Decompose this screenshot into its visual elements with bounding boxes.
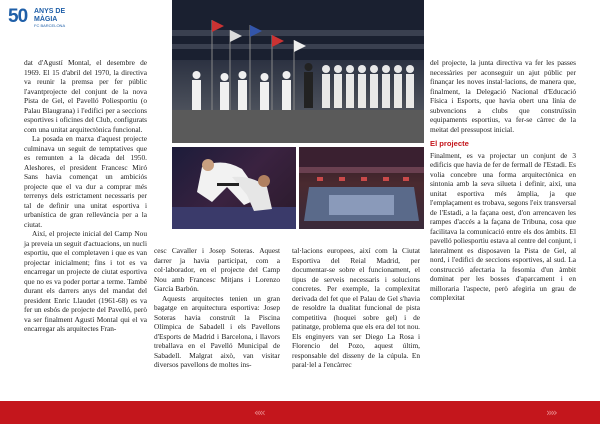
paragraph: tal·lacions europees, així com la Ciutat Esportiva del Reial Madrid, per documentar-se sobre el funcionament, el tipus de serveis necessaris i solucions concretes. Per exemple, la complexitat derivada del fet que el Palau de Gel s'havia de resoldre la dualitat funcional de pista competitiva (hoquei sobre gel) i de patinatge, problema que els era del tot nou. Els enginyers van ser Diego La Rosa i Florencio del Pozo, aquest últim, responsable del disseny de la cúpula. En paral·lel a l'encàrrec xyxy=(292,246,420,369)
paragraph: dat d'Agustí Montal, el desembre de 1969. El 15 d'abril del 1970, la directiva va reunir la premsa per fer públic l'avantprojecte del conjunt de la nova Pista de Gel, el Pavelló Poliesportiu (o Palau Blaugrana) i l'edifici per a seccions esportives i oficines del Club, configurats com una unitat arquitectònica funcional. xyxy=(24,58,147,134)
anniversary-logo xyxy=(8,6,68,32)
text-column-2 xyxy=(154,246,280,370)
arena-photo xyxy=(299,147,424,229)
text-column-4 xyxy=(430,58,576,303)
logo-line1: ANYS DE xyxy=(34,8,66,15)
logo-number: 50 xyxy=(8,6,28,27)
footer-bar xyxy=(0,401,600,424)
caption-title: ESCENARI DE GRANS ESDEVENIMENTS xyxy=(462,18,591,25)
logo-text xyxy=(34,8,65,24)
text-column-3 xyxy=(292,246,420,370)
photo-caption xyxy=(428,18,591,50)
section-heading: El projecte xyxy=(430,139,469,148)
paragraph: Aquests arquitectes tenien un gran bagatge en arquitectura esportiva: Josep Soteras havia construït la Piscina Olímpica de Sabadell i els Pavellons d'Esports de Madrid i Barcelona, i llavors treballava en el Pavelló Municipal de Sabadell. Malgrat això, van visitar diversos pavellons de moltes ins- xyxy=(154,293,280,369)
paragraph: cesc Cavaller i Josep Soteras. Aquest darrer ja havia participat, com a col·laborador, en el projecte del Camp Nou amb Francesc Mitjans i Lorenzo García Barbón. xyxy=(154,246,280,293)
caption-text: Celebració del Masters de Tennis el 1972 o les competicions de judo i taekwondo en els Jocs Olímpics de Barcelona 92. xyxy=(450,26,591,49)
chevron-right-icon[interactable]: ›››› xyxy=(546,406,556,419)
paragraph: Així, el projecte inicial del Camp Nou ja preveia un seguit d'actuacions, un nucli esportiu, que el completaven i que es van projectar inicialment; fins i tot es va encarregar un projecte de ciutat esportiva que no es va poder portar a terme. També durant els darrers anys del mandat del president Enric Llaudet (1961-68) es va fer un esbós de projecte del Pavelló, però va ser finalment Agustí Montal qui el va encarregar als arquitectes Fran- xyxy=(24,229,147,333)
judo-illustration xyxy=(172,147,296,229)
logo-sub: FC BARCELONA xyxy=(34,23,66,28)
tennis-ceremony-illustration xyxy=(172,0,424,143)
paragraph: Finalment, es va projectar un conjunt de 3 edificis que havia de fer de fermall de l'Estadi. Es volia concebre una forma arquitectònica en sintonia amb la seva silueta i definir, així, una unitat esportiva més àmplia, ja que l'emplaçament es trobava, segons l'eix transversal de l'Estadi, a la façana oest, d'on arrencaven les rampes d'accés a la façana de Tribuna, cosa que facilitava la comunicació entre els dos àmbits. El pavelló poliesportiu estava al centre del conjunt, i lateralment es disposaven la Pista de Gel, al nord, i l'edifici de seccions esportives, al sud. La construcció afectaria la fesomia d'un àmbit dominat per les bosses d'aparcament i en milloraria l'aspecte, però afegiria un grau de complexitat xyxy=(430,150,577,302)
arena-illustration xyxy=(299,147,424,229)
chevron-left-icon[interactable]: ‹‹‹‹ xyxy=(254,406,264,419)
paragraph: La posada en marxa d'aquest projecte culminava un seguit de temptatives que es remunten a la dècada del 1950. Aleshores, el president Francesc Miró Sans havia començat un ambiciós projecte que el va dur a comprar més terrenys dels estrictament necessaris per tal de definir una unitat esportiva i urbanística de gran rellevància per a la ciutat. xyxy=(24,134,147,229)
text-column-1 xyxy=(24,58,147,334)
judo-photo xyxy=(172,147,296,229)
logo-line2: MÀGIA xyxy=(34,16,58,23)
paragraph: del projecte, la junta directiva va fer les passes necessàries per aconseguir un ajut públic per finançar les noves instal·lacions, de manera que, finalment, la Delegació Nacional d'Educació Física i Esports, que havia obert una línia de subvencions a clubs que construïssin equipaments esportius, va fer-se càrrec de la meitat del pressupost inicial. xyxy=(430,58,576,134)
